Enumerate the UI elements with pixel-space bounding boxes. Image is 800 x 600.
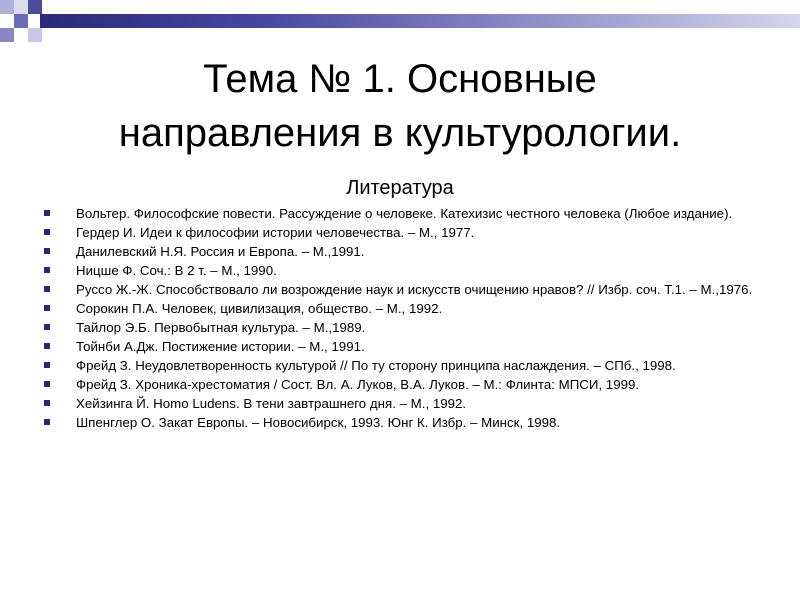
- decorative-top-band: [40, 14, 800, 28]
- square-bullet-icon: [44, 381, 50, 387]
- reference-item: [44, 244, 754, 259]
- decorative-square: [28, 0, 42, 14]
- square-bullet-icon: [44, 400, 50, 406]
- reference-text: Вольтер. Философские повести. Рассуждение о человеке. Катехизис честного человека (Любое издание).: [76, 206, 733, 221]
- reference-text: Ницше Ф. Соч.: В 2 т. – М., 1990.: [76, 263, 277, 278]
- reference-item: [44, 339, 754, 354]
- reference-text: Фрейд З. Неудовлетворенность культурой // По ту сторону принципа наслаждения. – СПб., 1998.: [76, 358, 676, 373]
- decorative-square: [0, 0, 14, 14]
- square-bullet-icon: [44, 305, 50, 311]
- reference-list: [44, 206, 754, 434]
- slide-title-line-2: направления в культурологии.: [118, 111, 682, 155]
- square-bullet-icon: [44, 267, 50, 273]
- reference-text: Руссо Ж.-Ж. Способствовало ли возрождение наук и искусств очищению нравов? // Избр. соч. Т.1. – М.,1976.: [76, 282, 753, 297]
- square-bullet-icon: [44, 286, 50, 292]
- square-bullet-icon: [44, 324, 50, 330]
- reference-item: [44, 358, 754, 373]
- square-bullet-icon: [44, 229, 50, 235]
- reference-text: Тайлор Э.Б. Первобытная культура. – М.,1989.: [76, 320, 366, 335]
- square-bullet-icon: [44, 343, 50, 349]
- reference-item: [44, 415, 754, 430]
- reference-text: Сорокин П.А. Человек, цивилизация, общество. – М., 1992.: [76, 301, 443, 316]
- slide-subtitle: Литература: [346, 177, 454, 199]
- slide-title: [0, 52, 800, 160]
- reference-text: Данилевский Н.Я. Россия и Европа. – М.,1991.: [76, 244, 365, 259]
- slide-title-line-1: Тема № 1. Основные: [203, 57, 597, 101]
- decorative-square: [28, 28, 42, 42]
- decorative-square: [14, 0, 28, 14]
- square-bullet-icon: [44, 362, 50, 368]
- reference-item: [44, 225, 754, 240]
- square-bullet-icon: [44, 248, 50, 254]
- reference-item: [44, 320, 754, 335]
- reference-text: Гердер И. Идеи к философии истории человечества. – М., 1977.: [76, 225, 475, 240]
- square-bullet-icon: [44, 210, 50, 216]
- reference-item: [44, 377, 754, 392]
- reference-item: [44, 396, 754, 411]
- reference-item: [44, 206, 754, 221]
- reference-item: [44, 301, 754, 316]
- square-bullet-icon: [44, 419, 50, 425]
- reference-text: Тойнби А.Дж. Постижение истории. – М., 1991.: [76, 339, 365, 354]
- decorative-square: [14, 14, 28, 28]
- reference-text: Шпенглер О. Закат Европы. – Новосибирск, 1993. Юнг К. Избр. – Минск, 1998.: [76, 415, 561, 430]
- reference-item: [44, 263, 754, 278]
- reference-text: Хейзинга Й. Homo Ludens. В тени завтрашнего дня. – М., 1992.: [76, 396, 467, 411]
- reference-text: Фрейд З. Хроника-хрестоматия / Сост. Вл. А. Луков, В.А. Луков. – М.: Флинта: МПСИ, 1999.: [76, 377, 640, 392]
- decorative-square: [0, 28, 14, 42]
- reference-item: [44, 282, 754, 297]
